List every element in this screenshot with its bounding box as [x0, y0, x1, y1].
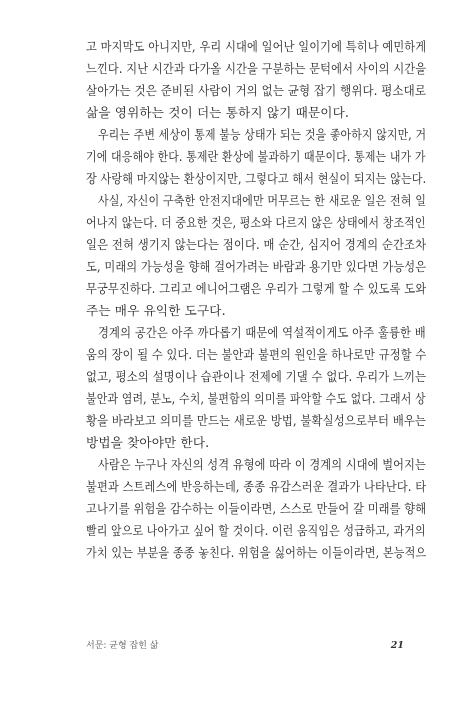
text-line: 움의 장이 될 수 있다. 더는 불안과 불편의 원인을 하나로만 규정할 수 [86, 347, 427, 362]
running-title: 서문: 균형 잡힌 삶 [86, 641, 159, 651]
text-line: 고나기를 위험을 감수하는 이들이라면, 스스로 만들어 갈 미래를 향해 [86, 501, 427, 516]
text-line: 불안과 염려, 분노, 수치, 불편함의 의미를 파악할 수도 없다. 그래서 상 [86, 391, 426, 406]
text-line: 없고, 평소의 설명이나 습관이나 전제에 기댈 수 없다. 우리가 느끼는 [86, 369, 427, 384]
text-line: 사실, 자신이 구축한 안전지대에만 머무르는 한 새로운 일은 전혀 일 [98, 193, 427, 208]
text-line: 기에 대응해야 한다. 통제란 환상에 불과하기 때문이다. 통제는 내가 가 [86, 149, 426, 164]
text-line: 주는 매우 유익한 도구다. [86, 303, 226, 318]
text-line: 도, 미래의 가능성을 향해 걸어가려는 바람과 용기만 있다면 가능성은 [86, 259, 427, 274]
text-line: 사람은 누구나 자신의 성격 유형에 따라 이 경계의 시대에 벌어지는 [98, 457, 426, 472]
text-line: 빨리 앞으로 나아가고 싶어 할 것이다. 이런 움직임은 성급하고, 과거의 [86, 523, 426, 538]
text-line: 고 마지막도 아니지만, 우리 시대에 일어난 일이기에 특히나 예민하게 [86, 39, 427, 54]
text-line: 삶을 영위하는 것이 더는 통하지 않기 때문이다. [86, 105, 350, 120]
text-line: 어나지 않는다. 더 중요한 것은, 평소와 다르지 않은 상태에서 창조적인 [86, 215, 426, 230]
text-line: 일은 전혀 생기지 않는다는 점이다. 매 순간, 심지어 경계의 순간조차 [86, 237, 427, 252]
text-line: 무궁무진하다. 그리고 에니어그램은 우리가 그렇게 할 수 있도록 도와 [86, 281, 427, 296]
text-line: 우리는 주변 세상이 통제 불능 상태가 되는 것을 좋아하지 않지만, 거 [98, 127, 427, 142]
text-line: 가치 있는 부분을 종종 놓친다. 위험을 싫어하는 이들이라면, 본능적으 [86, 545, 427, 560]
page-footer [86, 640, 404, 654]
text-line: 황을 바라보고 의미를 만드는 새로운 방법, 불확실성으로부터 배우는 [86, 413, 427, 428]
text-line: 불편과 스트레스에 반응하는데, 종종 유감스러운 결과가 나타난다. 타 [86, 479, 427, 494]
text-line: 경계의 공간은 아주 까다롭기 때문에 역설적이게도 아주 훌륭한 배 [98, 325, 426, 340]
text-line: 느낀다. 지난 시간과 다가올 시간을 구분하는 문턱에서 사이의 시간을 [86, 61, 427, 76]
text-line: 방법을 찾아야만 한다. [86, 435, 210, 450]
text-line: 장 사랑해 마지않는 환상이지만, 그렇다고 해서 현실이 되지는 않는다. [86, 171, 427, 186]
text-line: 살아가는 것은 준비된 사람이 거의 없는 균형 잡기 행위다. 평소대로 [86, 83, 427, 98]
page-number: 21 [390, 640, 404, 651]
